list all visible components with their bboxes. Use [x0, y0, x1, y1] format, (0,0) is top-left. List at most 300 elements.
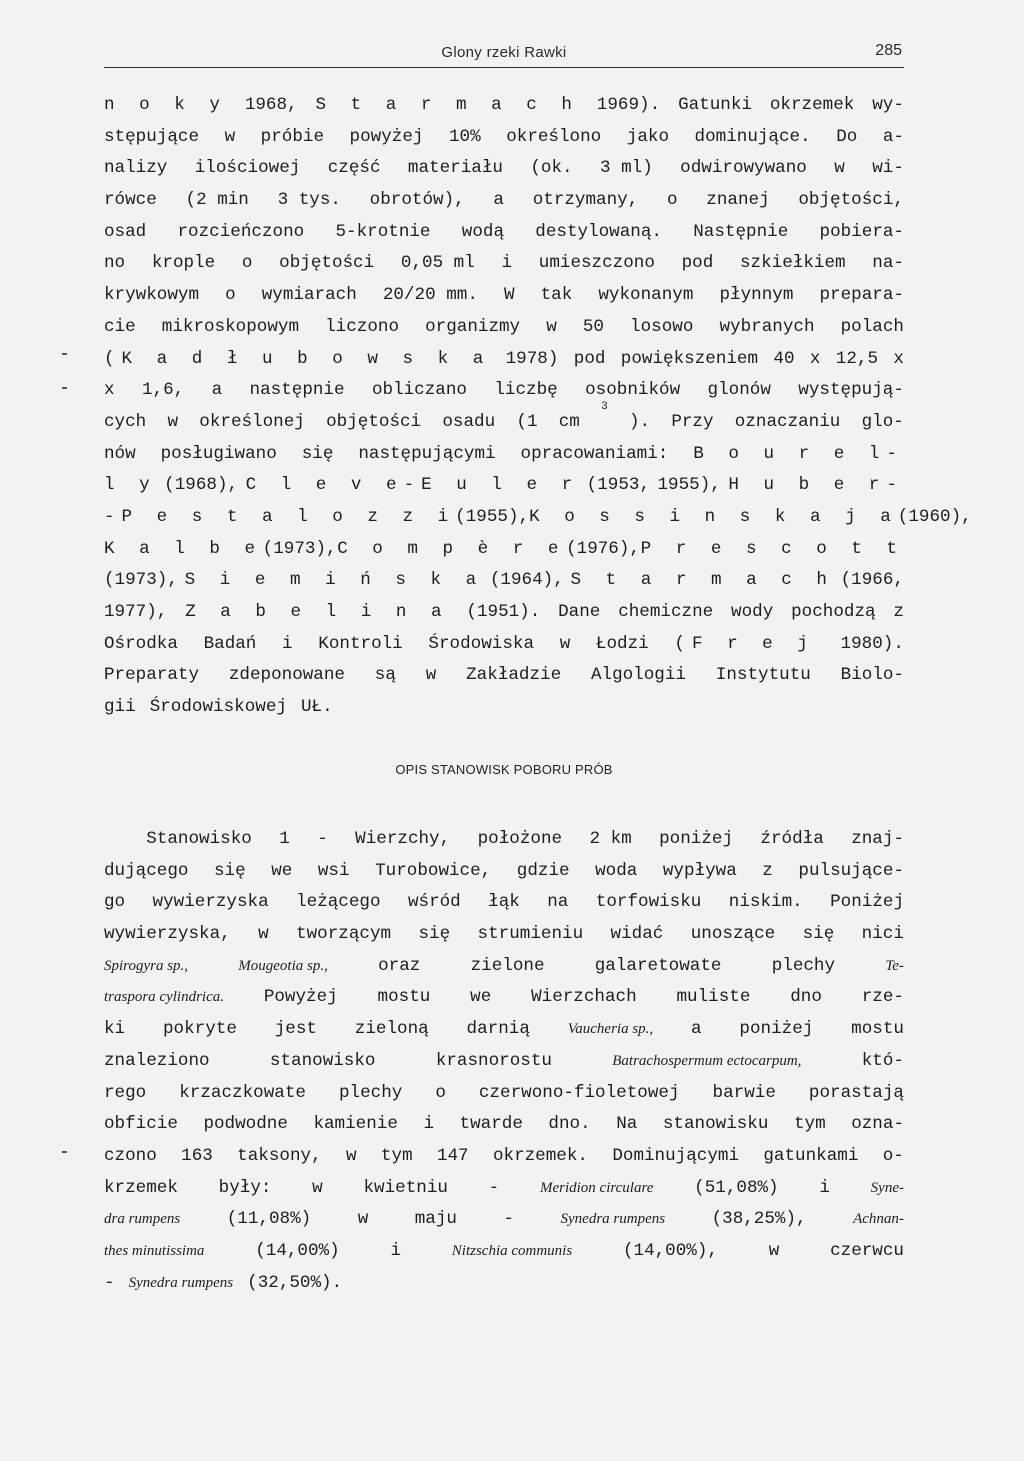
- word: 147: [436, 1145, 469, 1166]
- word: w: [224, 126, 236, 147]
- text-line: [104, 824, 904, 856]
- text-line: [104, 280, 904, 312]
- margin-mark: [62, 1151, 67, 1153]
- word: o: [667, 190, 678, 211]
- word: twarde: [459, 1114, 523, 1135]
- word: zielone: [470, 955, 545, 976]
- word: (1953,: [586, 475, 651, 496]
- word: a: [691, 1019, 702, 1040]
- word: nici: [861, 924, 904, 945]
- word: cie: [104, 316, 136, 337]
- word: i: [819, 1177, 830, 1198]
- word: polach: [840, 316, 904, 337]
- word: obficie: [104, 1114, 178, 1135]
- word: są: [374, 665, 396, 686]
- word: gdzie: [516, 860, 570, 881]
- word: woda: [595, 860, 638, 881]
- word: -: [317, 829, 328, 849]
- word: wykonanym: [598, 285, 694, 306]
- word: Preparaty: [104, 665, 200, 686]
- word: ).: [628, 411, 651, 432]
- author-name: S t a r m a c h: [570, 570, 834, 591]
- word: poniżej: [739, 1019, 814, 1040]
- word: Wierzchach: [531, 987, 637, 1008]
- word: Stanowisko: [104, 829, 252, 849]
- author-name: K a l b e: [104, 538, 263, 559]
- taxon-name: Meridion circulare: [539, 1179, 654, 1196]
- word: 1968,: [244, 95, 298, 115]
- word: w: [345, 1145, 357, 1166]
- word: się: [214, 860, 246, 881]
- word: o-: [882, 1145, 904, 1166]
- word: znanej: [706, 190, 770, 211]
- text-line: [104, 1141, 904, 1173]
- word: się: [802, 924, 835, 945]
- word: rego: [104, 1082, 147, 1103]
- word: oraz: [378, 955, 421, 976]
- word: i: [282, 633, 293, 654]
- word: 12,5: [835, 348, 879, 369]
- word: wypływa: [662, 860, 737, 881]
- word: 2 km: [589, 829, 632, 849]
- taxon-name: Synedra rumpens: [560, 1211, 666, 1228]
- word: obrotów),: [369, 190, 465, 211]
- word: poniżej: [659, 829, 734, 849]
- word: ozna-: [851, 1114, 904, 1135]
- word: w: [312, 1177, 323, 1198]
- word: ki: [104, 1019, 126, 1040]
- word: (1960),: [897, 506, 972, 527]
- word: a: [211, 380, 223, 401]
- word: oznaczaniu: [734, 411, 841, 432]
- taxon-name: traspora cylindrica.: [104, 989, 224, 1006]
- word: organizmy: [425, 316, 521, 337]
- word: unoszące: [690, 924, 776, 945]
- text-line: [104, 1109, 904, 1141]
- word: odwirowywano: [680, 158, 807, 179]
- page-number: 285: [875, 42, 902, 59]
- taxon-name: Syne-: [870, 1179, 904, 1196]
- word: torfowisku: [595, 892, 702, 913]
- text-line: [104, 1204, 904, 1236]
- word: osobników: [585, 380, 681, 401]
- word: mostu: [377, 987, 431, 1008]
- word: pochodzą: [791, 602, 876, 622]
- author-name: H u b e r-: [728, 475, 904, 496]
- word: wy-: [872, 95, 904, 115]
- word: (11,08%): [226, 1209, 312, 1230]
- word: kamienie: [313, 1114, 398, 1135]
- word: -: [503, 1209, 515, 1230]
- word: na-: [872, 253, 904, 274]
- taxon-name: thes minutissima: [104, 1242, 205, 1259]
- word: liczono: [325, 316, 400, 337]
- text-line: [104, 1046, 904, 1078]
- word: krasnorostu: [435, 1050, 552, 1071]
- word: opracowaniami:: [520, 443, 669, 464]
- word: stępujące: [104, 126, 200, 147]
- word: (1: [516, 411, 538, 432]
- word: dno: [790, 987, 822, 1008]
- word: 0,05 ml: [400, 253, 475, 274]
- word: wodą: [461, 221, 504, 242]
- word: się: [301, 443, 334, 464]
- word: Do: [836, 126, 858, 147]
- word: chemiczne: [618, 602, 714, 622]
- author-name: S i e m i ń s k a: [184, 570, 484, 591]
- running-head: [104, 40, 904, 68]
- author-name: n o k y: [104, 95, 227, 115]
- word: dującego: [104, 860, 189, 881]
- word: (1976),: [566, 538, 640, 559]
- text-line: [104, 439, 904, 471]
- taxon-name: Te-: [885, 957, 904, 974]
- text-line: [104, 90, 904, 122]
- taxon-name: Synedra rumpens: [128, 1274, 234, 1291]
- text-line: [104, 887, 904, 919]
- word: W: [503, 285, 515, 306]
- word: galaretowate: [594, 955, 722, 976]
- word: 50: [582, 316, 604, 337]
- word: jest: [274, 1019, 317, 1040]
- word: Instytutu: [715, 665, 811, 686]
- word: no: [104, 253, 126, 274]
- word: stanowisko: [269, 1050, 376, 1071]
- word: i: [390, 1240, 401, 1261]
- word: obliczano: [371, 380, 467, 401]
- text-line: [104, 919, 904, 951]
- word: -: [104, 1272, 115, 1293]
- word: powyżej: [349, 126, 424, 147]
- author-name: (F r e j: [674, 633, 815, 654]
- text-line: [104, 1014, 904, 1046]
- word: losowo: [630, 316, 694, 337]
- text-line: [104, 951, 904, 983]
- word: Poniżej: [830, 892, 904, 913]
- site-description-paragraph: [104, 824, 904, 1299]
- word: znaj-: [851, 829, 904, 849]
- word: 1,6,: [141, 380, 185, 401]
- word: x: [104, 380, 115, 401]
- word: wsi: [317, 860, 350, 881]
- word: osad: [104, 221, 147, 242]
- word: okrzemek: [769, 95, 855, 115]
- word: tym: [793, 1114, 826, 1135]
- word: 20/20 mm.: [382, 285, 478, 306]
- word: Algologii: [590, 665, 686, 686]
- word: dominujące.: [694, 126, 811, 147]
- word: określono: [506, 126, 602, 147]
- word: z: [893, 602, 904, 622]
- word: dno.: [548, 1114, 591, 1135]
- word: darnią: [466, 1019, 530, 1040]
- word: w: [258, 924, 269, 945]
- text-line: [104, 1268, 904, 1300]
- word: pod: [681, 253, 714, 274]
- word: Przy: [671, 411, 714, 432]
- word: strumieniu: [477, 924, 584, 945]
- word: posługiwano: [160, 443, 277, 464]
- word: 1978): [505, 348, 559, 369]
- taxon-name: Vaucheria sp.,: [567, 1021, 654, 1038]
- word: plechy: [338, 1082, 403, 1103]
- text-line: [104, 502, 972, 534]
- word: -: [488, 1177, 500, 1198]
- word: 1: [279, 829, 290, 849]
- word: cych: [104, 411, 147, 432]
- word: źródła: [760, 829, 824, 849]
- word: leżącego: [296, 892, 381, 913]
- word: rozcieńczono: [177, 221, 305, 242]
- word: zdeponowane: [228, 665, 345, 686]
- word: (1973),: [262, 538, 337, 559]
- word: szkiełkiem: [740, 253, 846, 274]
- word: tym: [380, 1145, 413, 1166]
- word: we: [470, 987, 492, 1008]
- word: wybranych: [719, 316, 815, 337]
- word: czono: [104, 1145, 157, 1166]
- word: mikroskopowym: [161, 316, 300, 337]
- word: (38,25%),: [711, 1209, 807, 1230]
- taxon-name: Spirogyra sp.,: [104, 957, 189, 974]
- text-line: [104, 534, 904, 566]
- word: (1968),: [164, 475, 239, 496]
- word: Środowiska: [428, 633, 535, 654]
- word: mostu: [851, 1019, 904, 1040]
- word: (1964),: [489, 570, 564, 591]
- header-rule: [104, 67, 904, 68]
- text-line: [104, 400, 904, 439]
- author-name: l y: [104, 475, 157, 496]
- word: Badań: [203, 633, 257, 654]
- word: Następnie: [693, 221, 789, 242]
- word: 3: [601, 400, 608, 413]
- word: rze-: [861, 987, 904, 1008]
- text-line: [104, 629, 904, 661]
- word: 1977),: [104, 602, 168, 622]
- author-name: Z a b e l i n a: [185, 602, 449, 622]
- word: 5-krotnie: [335, 221, 431, 242]
- word: wi-: [872, 158, 904, 179]
- text-line: [104, 1173, 904, 1205]
- word: się: [418, 924, 451, 945]
- author-name: -P e s t a l o z z i: [104, 506, 456, 527]
- word: x: [809, 348, 821, 369]
- word: Dane: [558, 602, 601, 622]
- word: maju: [414, 1209, 457, 1230]
- word: prepara-: [819, 285, 904, 306]
- word: wywierzyska: [152, 892, 269, 913]
- word: osadu: [442, 411, 496, 432]
- word: gatunkami: [763, 1145, 859, 1166]
- text-line: [104, 1236, 904, 1268]
- word: porastają: [808, 1082, 904, 1103]
- word: krzaczkowate: [179, 1082, 306, 1103]
- word: wywierzyska,: [104, 924, 231, 945]
- word: muliste: [676, 987, 751, 1008]
- word: zieloną: [354, 1019, 429, 1040]
- margin-mark: [62, 387, 67, 389]
- word: występują-: [798, 380, 904, 401]
- word: płynnym: [719, 285, 794, 306]
- word: nów: [104, 443, 136, 464]
- word: tak: [540, 285, 573, 306]
- word: o: [241, 253, 253, 274]
- word: określonej: [199, 411, 305, 432]
- text-line: [104, 248, 904, 280]
- word: 1955),: [657, 475, 721, 496]
- word: glonów: [707, 380, 771, 401]
- word: wody: [731, 602, 774, 622]
- word: powiększeniem: [620, 348, 759, 369]
- word: krople: [151, 253, 216, 274]
- text-line: [104, 1078, 904, 1110]
- word: objętości: [279, 253, 375, 274]
- word: znaleziono: [104, 1050, 210, 1071]
- word: następującymi: [358, 443, 496, 464]
- word: Powyżej: [263, 987, 338, 1008]
- word: któ-: [861, 1050, 904, 1071]
- word: x: [893, 348, 904, 369]
- word: pod: [573, 348, 606, 369]
- author-name: C o m p è r e: [337, 538, 566, 559]
- word: Turobowice,: [375, 860, 492, 881]
- taxon-name: dra rumpens: [104, 1211, 181, 1228]
- word: Wierzchy,: [355, 829, 451, 849]
- word: Łodzi: [595, 633, 649, 654]
- word: barwie: [712, 1082, 776, 1103]
- author-name: S t a r m a c h: [315, 95, 579, 115]
- word: Kontroli: [318, 633, 403, 654]
- word: o: [435, 1082, 446, 1103]
- text-line: [104, 692, 904, 724]
- word: podwodne: [203, 1114, 288, 1135]
- word: wymiarach: [261, 285, 357, 306]
- word: (51,08%): [694, 1177, 779, 1198]
- section-heading: OPIS STANOWISK POBORU PRÓB: [395, 762, 613, 777]
- word: w: [768, 1240, 780, 1261]
- word: widać: [610, 924, 664, 945]
- word: z: [762, 860, 773, 881]
- text-line: [104, 565, 904, 597]
- word: okrzemek.: [492, 1145, 588, 1166]
- word: 1980).: [840, 633, 904, 654]
- word: i: [423, 1114, 434, 1135]
- word: kwietniu: [363, 1177, 448, 1198]
- word: niskim.: [728, 892, 803, 913]
- word: gii: [104, 697, 136, 718]
- word: o: [225, 285, 236, 306]
- word: 40: [773, 348, 795, 369]
- word: stanowisku: [662, 1114, 769, 1135]
- word: w: [559, 633, 571, 654]
- text-line: [104, 856, 904, 888]
- word: krzemek: [104, 1177, 178, 1198]
- word: w: [425, 665, 437, 686]
- word: w: [357, 1209, 369, 1230]
- word: położone: [477, 829, 563, 849]
- text-line: [104, 185, 904, 217]
- word: Zakładzie: [466, 665, 562, 686]
- word: w: [834, 158, 845, 179]
- text-line: [104, 982, 904, 1014]
- word: Dominującymi: [612, 1145, 740, 1166]
- word: na: [547, 892, 569, 913]
- word: w: [546, 316, 557, 337]
- running-title: Glony rzeki Rawki: [441, 44, 567, 61]
- word: Na: [616, 1114, 638, 1135]
- word: 1969).: [596, 95, 661, 115]
- author-name: P r e s c o t t: [640, 538, 904, 559]
- word: Biolo-: [840, 665, 904, 686]
- word: destylowaną.: [535, 221, 662, 242]
- word: 3 ml): [599, 158, 653, 179]
- word: jako: [626, 126, 669, 147]
- word: 10%: [448, 126, 481, 147]
- word: ilościowej: [194, 158, 301, 179]
- word: 3 tys.: [277, 190, 341, 211]
- word: otrzymany,: [532, 190, 639, 211]
- text-line: [104, 153, 904, 185]
- word: w: [167, 411, 179, 432]
- author-name: K o s s i n s k a j a: [529, 506, 898, 527]
- word: glo-: [861, 411, 904, 432]
- text-line: [104, 660, 904, 692]
- word: (14,00%),: [622, 1240, 718, 1261]
- word: następnie: [249, 380, 345, 401]
- word: go: [104, 892, 126, 913]
- word: nalizy: [104, 158, 168, 179]
- margin-mark: [62, 353, 67, 355]
- word: (1973),: [104, 570, 178, 591]
- word: cm: [558, 411, 580, 432]
- word: (1951).: [466, 602, 541, 622]
- text-line: [104, 597, 904, 629]
- text-line: [104, 375, 904, 407]
- word: łąk: [488, 892, 520, 913]
- methods-paragraph: [104, 90, 972, 724]
- word: objętości: [326, 411, 422, 432]
- text-line: [104, 217, 904, 249]
- taxon-name: Achnan-: [853, 1211, 904, 1228]
- taxon-name: Mougeotia sp.,: [238, 957, 328, 974]
- word: Gatunki: [678, 95, 752, 115]
- word: pobiera-: [819, 221, 904, 242]
- word: (ok.: [530, 158, 573, 179]
- author-name: B o u r e l-: [693, 443, 904, 464]
- word: Środowiskowej: [149, 697, 287, 718]
- text-line: [104, 312, 904, 344]
- word: taksony,: [237, 1145, 322, 1166]
- text-line: [104, 344, 904, 376]
- word: i: [501, 253, 513, 274]
- author-name: C l e v e-E u l e r: [245, 475, 580, 496]
- word: czerwcu: [830, 1240, 904, 1261]
- word: materiału: [407, 158, 503, 179]
- word: (32,50%).: [247, 1272, 343, 1293]
- word: UŁ.: [300, 697, 333, 718]
- text-line: [104, 470, 904, 502]
- word: były:: [218, 1177, 272, 1198]
- word: pokryte: [162, 1019, 237, 1040]
- word: plechy: [771, 955, 836, 976]
- word: pulsujące-: [798, 860, 904, 881]
- taxon-name: Nitzschia communis: [451, 1242, 573, 1259]
- word: (2 min: [185, 190, 249, 211]
- author-name: (K a d ł u b o w s k a: [104, 348, 491, 369]
- word: liczbę: [494, 380, 558, 401]
- word: część: [327, 158, 381, 179]
